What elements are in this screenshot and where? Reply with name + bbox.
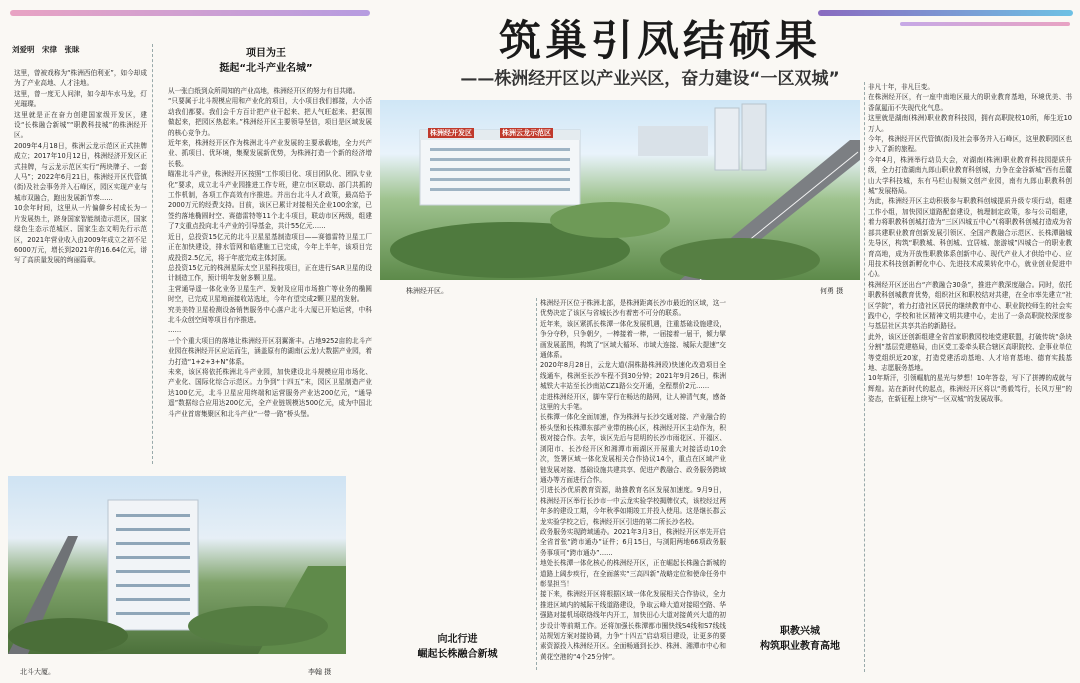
section1-title-line2: 挺起“北斗产业名城”	[219, 63, 313, 74]
section1-text: 从一张白纸到众所周知的产业高地，株洲经开区的努力有目共睹。 “只要属于北斗规模应用和产业化的项目，大小项目我们都接，大小活动我们都要。我们会千方百计把产业干起来、把人气旺起来、把氛围做起来，把园区热起来。”株洲经开区主要领导坚信，项目是区域发展的核心竞争力。 近年来，株洲经开区作为株洲北斗产业发展的主要承载地，全力兴产业、抓项目、优环境，集聚发展新优势，为株洲打造一个新的经济增长极。 瞄准北斗产业，株洲经开区按照“工作项目化、项目团队化、团队专业化”要求，成立北斗产业园推进工作专班，建立市区联动、部门共抓的工作机制，各项工作高效有序推进。并出台北斗人才政策，最高给予2000万元的经费支持。目前，该区已累计对接相关企业100余家，已签约落地椭圆时空、赛德雷特等11个北斗项目，联动市区两级，组建了7支重点投向北斗产业的引导基金，共计55亿元…… 近日，总投资15亿元的北斗卫星星基制造项目——赛德雷特卫星工厂正在加快建设，排水管网和临建施工已完成，今年上半年，该项目完成投资2.5亿元，将于年底完成主体封顶。 总投资15亿元的株洲星际太空卫星科技项目，正在进行SAR卫星的设计制造工作，预计明年发射多颗卫星。 主营通导遥一体化业务卫星生产、发射及应用市场推广等业务的椭圆时空，已完成卫星地面接收站选址，今年有望完成2颗卫星的发射。 究美美特卫星检测设备销售服务中心落户北斗大厦已开始运营，中科北斗众创空间等项目有序推进。 …… 一个个重大项目的落地让株洲经开区羽翼渐丰。占地9252亩的北斗产业园在株洲经开区应运而生，涵盖原有的湖南(云龙)大数据产业园，着力打造“1+2+3+N”体系。 未来，该区将依托株洲北斗产业园，加快建设北斗规模应用市场化、产业化、国际化综合示范区。力争到“十四五”末，园区卫星制造产业达100亿元，北斗卫星应用终端和运营服务产业达200亿元，“通导遥”数据综合应用达200亿元，全产业链规模达500亿元，成为中国北斗产业首席集聚区和北斗产业“一带一路”桥头堡。	[168, 87, 372, 418]
section3-text: 非凡十年，非凡巨变。 在株洲经开区，有一座中南地区最大的职业教育基地，环境优美、书香氤氲而不失现代化气息。 这里就是湖南(株洲)职业教育科技园，拥有高职院校10所，师生近10万人。 今年，株洲经开区代管镇(街)及社会事务并入石峰区，这里教职园区也步入了新的旅程。 今年4月，株洲举行动员大会，对湖南(株洲)职业教育科技园提质升级，全力打造湖南九郎山职业教育科创城，力争在金谷新城“西有岳麓山大学科技城，东有马栏山视频文创产业园，南有九郎山职教科创城”发展格局。 为此，株洲经开区主动积极参与职教科创城提质升级专项行动，组建工作小组，加快园区道路配套建设，梳理制定政策，参与公司组建，着力将职教科创城打造为“三区四城五中心”(将职教科创城打造成为省部共建职业教育创新发展引领区、全国产教融合示范区、长株潭融城先导区，构筑“职教城、科创城、宜居城、旅游城”四城合一的职业教育高地，成为开放性职教体系创新中心、现代产业人才供给中心、应用技术科技创新孵化中心、先进技术成果转化中心，就业创业促进中心)。 株洲经开区还出台“产教融合30条”，推进产教深度融合。同时，依托职教科创城教育优势，组织社区和职校结对共建，在全市率先建立“社区学院”，着力打造社区居民的继续教育中心、职业院校师生的社会实践中心，学校和社区精神文明共建中心，走出了一条高职院校深度参与基层社区共享共治的新路径。 此外，该区还创新组建全省首家职教园校地党建联盟，打破传统“条块分割”基层党建格局，由区党工委牵头联合辖区高职院校、企事业单位等党组织近20家，打造党建活动基地、人才培育基地、德育实践基地、志愿服务基地。 10年斯汗，引领崛航的星光与梦想！10年答卷，写下了拼搏的成就与辉煌。站在新时代的起点，株洲经开区将以“勇毅笃行，长风万里”的姿态，在新征程上续写“一区双城”的发展故事。	[868, 83, 1072, 404]
bottom-photo-caption: 北斗大厦。	[20, 668, 55, 676]
section2-text: 株洲经开区位于株洲北部，是株洲距离长沙市最近的区域，这一优势决定了该区与省城长沙有着密不可分的联系。 近年来，该区紧抓长株潭一体化发展机遇，注重基础设施建设，争分夺秒，只争朝夕，一棒接着一棒，一届接着一届干，倾力擘画发展蓝图，构筑了“区域大循环、市域大连接、城际大提速”交通体系。 2020年8月28日，云龙大道(洞株路株洲段)快速化改造项目全线通车，株洲至长沙车程不到30分钟；2021年9月26日，株洲城铁大丰站至长沙南站CZ1路公交开通，全程票价2元…… 走进株洲经开区，脚车穿行在畅达的路网，让人神清气爽，感备这里的大手笔。 长株潭一体化全面加速，作为株洲与长沙交通对接、产业融合的桥头堡和长株潭东部产业带的核心区，株洲经开区主动作为，积极对接合作。去年，该区先后与昆明的长沙市雨花区、开福区、浏阳市、长沙经开区和湘潭市雨湖区开展重大对接活动10余次，签署区域一体化发展相关合作协议14个，重点在区域产业链发展对接、基础设施共建共享、促进产教融合、政务服务跨域通办等方面进行合作。 引进长沙优质教育资源，助推教育名区发展加速度。9月9日，株洲经开区举行长沙市一中云龙实验学校揭牌仪式，该校经过两年多的建设工期，今年秋季如期竣工并投入使用。这是继长郡云龙实验学校之后，株洲经开区引进的第二所长沙名校。 政务服务实现跨域通办。2021年3月3日，株洲经开区率先开启全省首张“跨市通办”证件；6月15日，与浏阳两地66项政务服务事项可“跨市通办”…… 地处长株潭一体化核心的株洲经开区，正在崛起长株融合新城的道路上阔步疾行，在全面落实“三高四新”战略定位和使命任务中彰显担当！ 接下来，株洲经开区将根据区域一体化发展相关合作协议，全力推进区域内的城际干线道路建设，争取云峰大道对接昭空路、华强路对接机场联络线年内开工，加快田心大道对接黄兴大道的初步设计等前期工作。还将加强长株潭都市圈快线S4线和S7线线站规划方案对接协调，力争“十四五”启动项目建设，让更多的要素资源投入株洲经开区。全面畅通到长沙、株洲、湘潭市中心和黄花空港的“4个25分钟”。	[540, 299, 726, 661]
column-divider-2	[536, 298, 537, 670]
intro-text: 这里，曾被戏称为“株洲西伯利亚”，如今却成为了产业高地、人才洼地。 这里，曾一度无人问津，如今却车水马龙，灯光璀璨。 这里就是正在奋力创建国家级开发区，建设“长株融合新城”“职教科技城”的株洲经开区。 2009年4月18日，株洲云龙示范区正式挂牌成立；2017年10月12日，株洲经济开发区正式挂牌，与云龙示范区实行“两块牌子、一套人马”；2022年6月21日，株洲经开区代管镇(街)及社会事务并入石峰区，园区实现产业与城市双融合，跑出发展新节奏…… 10余年时间，这里从一片偏僻乡村成长为一片发展热土，跻身国家智能制造示范区，国家绿色生态示范城区、国家生态文明先行示范区，2021年营业收入由2009年成立之初不足6000万元，增长到2021年的16.64亿元，谱写了高质量发展的绚丽篇章。	[14, 69, 147, 265]
top-deco-line-left	[10, 10, 370, 16]
main-photo-caption: 株洲经开区。	[406, 287, 448, 295]
section1-title	[160, 44, 372, 74]
subheadline: ——株洲经开区以产业兴区，奋力建设“一区双城”	[460, 69, 840, 89]
section2-title	[380, 630, 535, 660]
section2-title-line2: 崛起长株融合新城	[417, 649, 498, 660]
bottom-photo-scene	[8, 476, 346, 654]
sign-right: 株洲云龙示范区	[502, 129, 551, 137]
section3-title	[730, 622, 870, 652]
main-photo-scene	[380, 100, 860, 280]
headline: 筑巢引凤结硕果	[498, 16, 821, 65]
section1-title-line1: 项目为王	[246, 48, 286, 59]
main-photo	[380, 100, 860, 280]
sign-left: 株洲经开发区	[430, 129, 472, 137]
main-photo-credit: 何勇 摄	[820, 287, 844, 295]
column-divider-3	[864, 82, 865, 672]
bottom-photo-credit: 李翰 摄	[308, 668, 332, 676]
section2-title-line1: 向北行进	[437, 634, 478, 645]
bottom-photo	[8, 476, 346, 654]
section3-title-line1: 职教兴城	[780, 626, 820, 637]
authors-byline: 刘爱明 宋律 张昧	[12, 45, 80, 54]
column-divider	[152, 44, 153, 464]
section3-title-line2: 构筑职业教育高地	[760, 641, 840, 652]
